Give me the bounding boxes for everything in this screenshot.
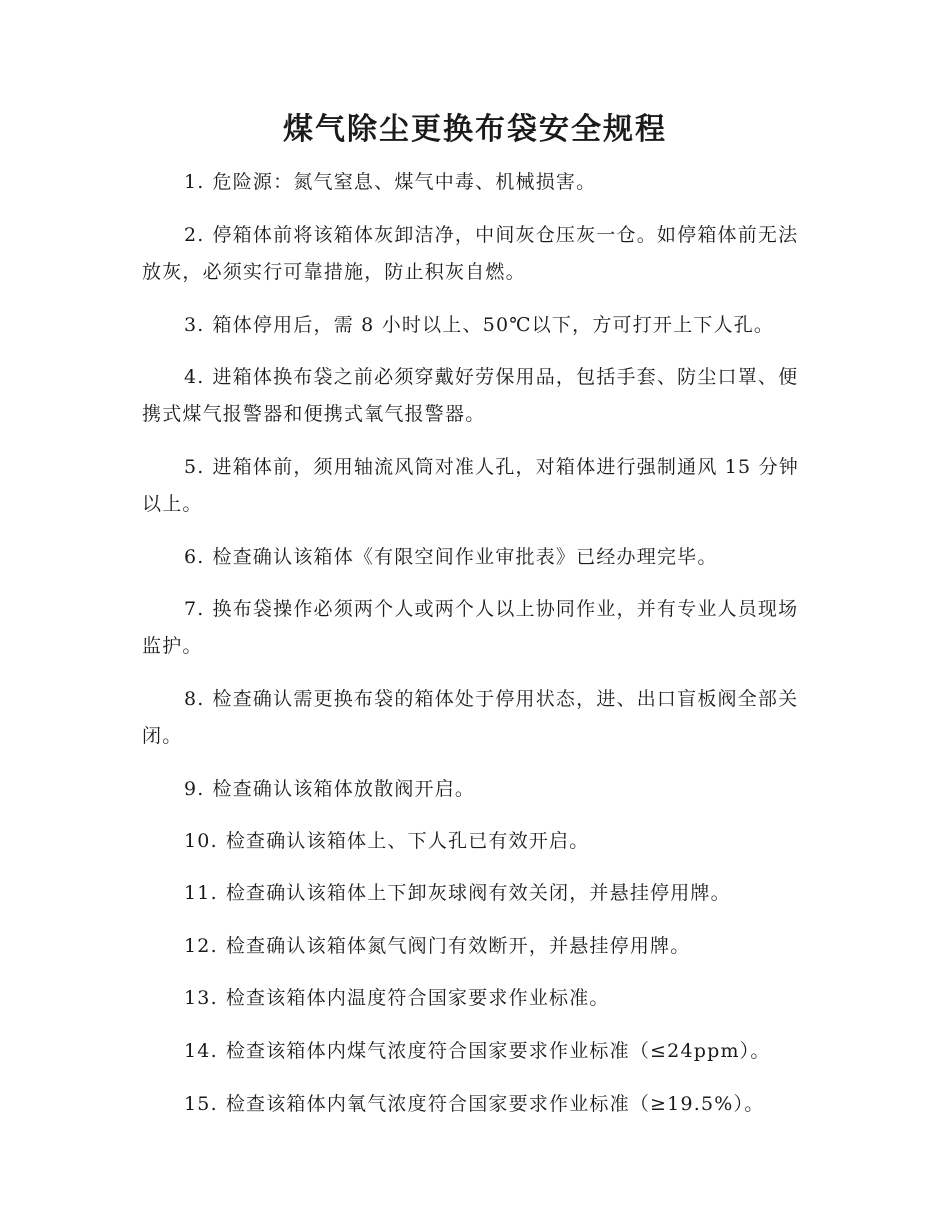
item-number: 3. bbox=[184, 314, 205, 336]
list-item bbox=[142, 1086, 812, 1123]
item-number: 11. bbox=[184, 882, 218, 904]
item-text: 检查确认该箱体上、下人孔已有效开启。 bbox=[225, 830, 590, 852]
item-number: 9. bbox=[184, 778, 205, 800]
list-item bbox=[142, 823, 812, 860]
item-number: 13. bbox=[184, 987, 218, 1009]
item-number: 8. bbox=[184, 688, 205, 710]
item-number: 4. bbox=[184, 366, 205, 388]
item-text: 检查确认该箱体上下卸灰球阀有效关闭，并悬挂停用牌。 bbox=[225, 882, 731, 904]
item-text: 换布袋操作必须两个人或两个人以上协同作业，并有专业人员现场监护。 bbox=[142, 598, 799, 657]
item-number: 12. bbox=[184, 935, 218, 957]
item-text: 箱体停用后，需 8 小时以上、50℃以下，方可打开上下人孔。 bbox=[212, 314, 775, 336]
list-item bbox=[142, 591, 812, 665]
list-item bbox=[142, 164, 812, 201]
list-item bbox=[142, 875, 812, 912]
item-text: 检查确认该箱体放散阀开启。 bbox=[212, 778, 476, 800]
list-item bbox=[142, 217, 812, 291]
list-item bbox=[142, 307, 812, 344]
item-text: 进箱体前，须用轴流风筒对准人孔，对箱体进行强制通风 15 分钟以上。 bbox=[142, 456, 799, 515]
list-item bbox=[142, 980, 812, 1017]
item-text: 检查该箱体内温度符合国家要求作业标准。 bbox=[225, 987, 610, 1009]
item-number: 5. bbox=[184, 456, 205, 478]
item-text: 检查该箱体内氧气浓度符合国家要求作业标准（≥19.5%）。 bbox=[225, 1093, 765, 1115]
item-text: 检查确认该箱体氮气阀门有效断开，并悬挂停用牌。 bbox=[225, 935, 691, 957]
item-number: 6. bbox=[184, 546, 205, 568]
page-title: 煤气除尘更换布袋安全规程 bbox=[283, 112, 667, 147]
list-item bbox=[142, 359, 812, 433]
item-number: 7. bbox=[184, 598, 205, 620]
item-number: 10. bbox=[184, 830, 218, 852]
item-text: 检查确认需更换布袋的箱体处于停用状态，进、出口盲板阀全部关闭。 bbox=[142, 688, 799, 747]
item-number: 15. bbox=[184, 1093, 218, 1115]
item-text: 停箱体前将该箱体灰卸洁净，中间灰仓压灰一仓。如停箱体前无法放灰，必须实行可靠措施，防止积灰自燃。 bbox=[142, 224, 799, 283]
list-item bbox=[142, 681, 812, 755]
item-number: 14. bbox=[184, 1040, 218, 1062]
item-number: 2. bbox=[184, 224, 205, 246]
item-text: 检查该箱体内煤气浓度符合国家要求作业标准（≤24ppm）。 bbox=[225, 1040, 771, 1062]
item-text: 进箱体换布袋之前必须穿戴好劳保用品，包括手套、防尘口罩、便携式煤气报警器和便携式氧气报警器。 bbox=[142, 366, 799, 425]
list-item bbox=[142, 771, 812, 808]
list-item bbox=[142, 449, 812, 523]
item-text: 检查确认该箱体《有限空间作业审批表》已经办理完毕。 bbox=[212, 546, 718, 568]
list-item bbox=[142, 539, 812, 576]
list-item bbox=[142, 1033, 812, 1070]
item-number: 1. bbox=[184, 171, 205, 193]
item-text: 危险源：氮气窒息、煤气中毒、机械损害。 bbox=[212, 171, 597, 193]
list-item bbox=[142, 928, 812, 965]
